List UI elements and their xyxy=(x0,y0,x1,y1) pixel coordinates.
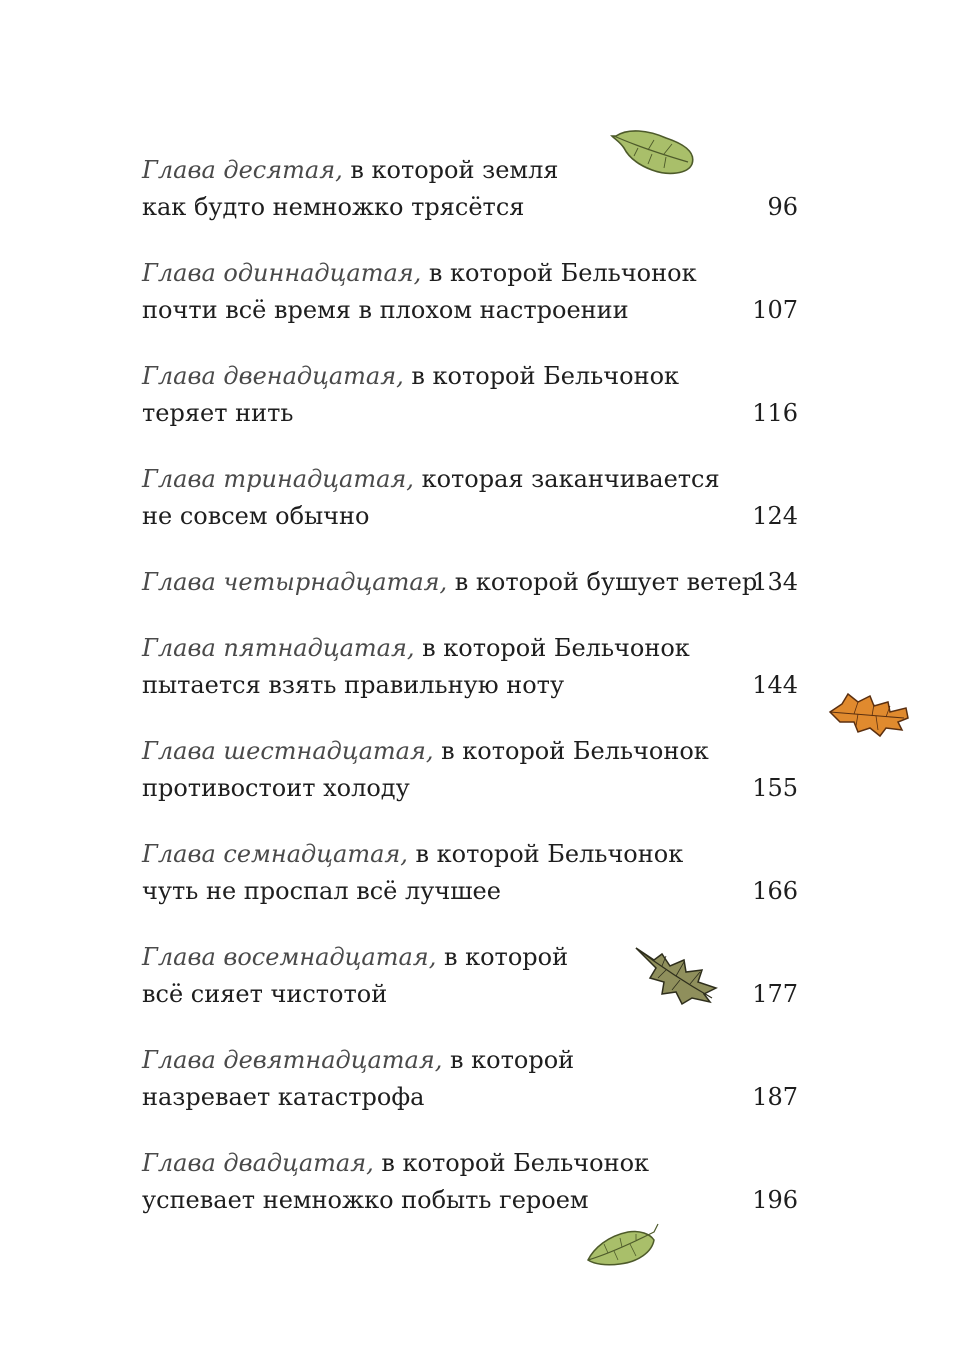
chapter-label: Глава семнадцатая, xyxy=(142,840,408,868)
page-number: 134 xyxy=(752,568,798,596)
chapter-subtitle-start: в которой Бельчонок xyxy=(414,634,690,662)
chapter-label: Глава четырнадцатая, xyxy=(142,568,448,596)
chapter-label: Глава пятнадцатая, xyxy=(142,634,415,662)
chapter-subtitle-end: как будто немножко трясётся xyxy=(142,193,525,221)
page-number: 144 xyxy=(752,671,798,699)
chapter-label: Глава шестнадцатая, xyxy=(142,737,434,765)
leaf-olive-icon xyxy=(632,944,724,1006)
toc-entry[interactable] xyxy=(142,461,798,535)
chapter-subtitle-end: чуть не проспал всё лучшее xyxy=(142,877,501,905)
toc-entry[interactable] xyxy=(142,152,798,226)
toc-entry[interactable] xyxy=(142,564,798,601)
chapter-label: Глава десятая, xyxy=(142,156,343,184)
toc-entry-line1 xyxy=(142,1145,726,1182)
toc-entry-line1 xyxy=(142,564,758,601)
page-number: 116 xyxy=(752,399,798,427)
toc-entry-line1 xyxy=(142,461,726,498)
chapter-label: Глава девятнадцатая, xyxy=(142,1046,443,1074)
toc-entry[interactable] xyxy=(142,358,798,432)
chapter-label: Глава двенадцатая, xyxy=(142,362,404,390)
page-number: 196 xyxy=(752,1186,798,1214)
chapter-label: Глава тринадцатая, xyxy=(142,465,414,493)
chapter-subtitle-start: в которой Бельчонок xyxy=(403,362,680,390)
chapter-subtitle-end: пытается взять правильную ноту xyxy=(142,671,565,699)
toc-entry-line1 xyxy=(142,836,726,873)
toc-entry[interactable] xyxy=(142,255,798,329)
chapter-subtitle-end: всё сияет чистотой xyxy=(142,980,388,1008)
leaf-orange-icon xyxy=(828,690,914,738)
page-number: 107 xyxy=(752,296,798,324)
page-number: 155 xyxy=(752,774,798,802)
toc-entry-line1 xyxy=(142,255,726,292)
toc-entry[interactable] xyxy=(142,836,798,910)
toc-entry-line1 xyxy=(142,1042,726,1079)
chapter-subtitle-start: в которой Бельчонок xyxy=(407,840,684,868)
chapter-subtitle-end: назревает катастрофа xyxy=(142,1083,425,1111)
chapter-subtitle-start: в которой бушует ветер xyxy=(447,568,758,596)
page-number: 166 xyxy=(752,877,798,905)
toc-entry[interactable] xyxy=(142,1042,798,1116)
toc-entry-line1 xyxy=(142,733,726,770)
chapter-subtitle-end: теряет нить xyxy=(142,399,294,427)
toc-entry-line1 xyxy=(142,358,726,395)
chapter-subtitle-end: успевает немножко побыть героем xyxy=(142,1186,589,1214)
toc-entry[interactable] xyxy=(142,1145,798,1219)
toc-entry-line1 xyxy=(142,630,726,667)
chapter-subtitle-end: почти всё время в плохом настроении xyxy=(142,296,629,324)
leaf-green-icon xyxy=(608,126,698,178)
table-of-contents xyxy=(142,152,798,1248)
chapter-subtitle-end: не совсем обычно xyxy=(142,502,370,530)
chapter-subtitle-start: в которой Бельчонок xyxy=(433,737,709,765)
toc-entry[interactable] xyxy=(142,733,798,807)
chapter-label: Глава одиннадцатая, xyxy=(142,259,422,287)
chapter-subtitle-start: в которой Бельчонок xyxy=(421,259,697,287)
toc-entry[interactable] xyxy=(142,630,798,704)
chapter-label: Глава двадцатая, xyxy=(142,1149,374,1177)
page-number: 124 xyxy=(752,502,798,530)
chapter-subtitle-start: в которой Бельчонок xyxy=(373,1149,650,1177)
page-number: 187 xyxy=(752,1083,798,1111)
chapter-subtitle-end: противостоит холоду xyxy=(142,774,410,802)
chapter-label: Глава восемнадцатая, xyxy=(142,943,437,971)
chapter-subtitle-start: в которой xyxy=(436,943,569,971)
page-number: 177 xyxy=(752,980,798,1008)
page-number: 96 xyxy=(767,193,798,221)
chapter-subtitle-start: в которой xyxy=(442,1046,575,1074)
leaf-small-green-icon xyxy=(584,1220,662,1266)
chapter-subtitle-start: в которой земля xyxy=(342,156,559,184)
chapter-subtitle-start: которая заканчивается xyxy=(413,465,720,493)
